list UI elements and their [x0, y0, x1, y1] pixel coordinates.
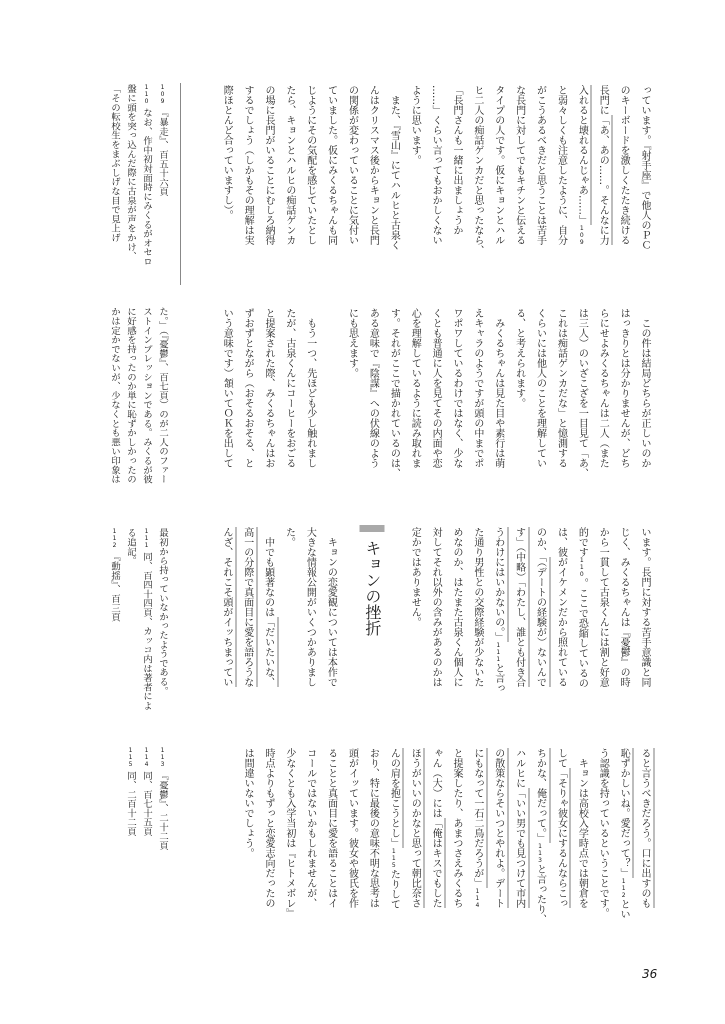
text-column: キョンは高校入学時点では朝倉を [576, 748, 588, 908]
quoted-text-sideline: 「いい男でも見つけて市内 [514, 788, 530, 908]
text-column: らにせよみくるちゃんは二人（また [597, 308, 609, 468]
quoted-text-sideline: 「そりゃ彼女にするんならこっ [555, 768, 571, 908]
text-column [236, 527, 257, 719]
footnote-tier [106, 528, 170, 720]
text-column: 頭がイッています。彼女や彼氏を作 [346, 748, 358, 908]
text-column: たが、古泉くんにコーヒーをおごる [283, 308, 295, 468]
text-column: ワポワしているわけではなく、少な [450, 308, 462, 468]
text-column: から一貫して古泉くんには割と好意 [597, 527, 609, 687]
text-column: めなのか、はたまた古泉くん個人に [450, 527, 462, 687]
footnote-text: に好感を持ったのか単に恥ずかしかったの [125, 307, 136, 484]
footnote-text: た。」（『憂鬱』、百七頁）のが二人のファー [157, 307, 168, 484]
quoted-text-sideline: うわけにはいかないの。」 [493, 527, 509, 642]
text-column [215, 527, 236, 719]
text-column: この件は結局どちらが正しいのか [639, 308, 650, 468]
text-column: ちかな、俺だって。」113と言ったり、 [529, 748, 550, 940]
quoted-text-sideline: 高一の分際で真面目に愛を語ろうな [242, 527, 258, 687]
text-column: の場に長門がいることにむしろ納得 [262, 85, 274, 245]
footnote-number: 111 [143, 528, 150, 549]
text-column: もう一つ、先ほども少し触れまし [304, 308, 316, 468]
quoted-text-sideline: 「だいたいな、 [263, 617, 279, 687]
text-column: 大きな情報公開がいくつかありまし [304, 527, 316, 687]
text-column: みくるちゃんは見た目や素行は萌 [492, 308, 504, 468]
text-column: ていました。仮にみくるちゃんも同 [325, 85, 337, 245]
text-column: ゃん（大）には「俺はキスでもした [424, 748, 445, 940]
text-column: 少なくとも入学当初は『ヒトメボレ』 [283, 748, 295, 918]
footnote-ref: 114 [473, 888, 481, 909]
text-column: キョンの恋愛観については本作で [325, 527, 337, 687]
footnote-line [138, 528, 154, 720]
text-column: また、『雪山』にてハルヒと古泉く [388, 85, 400, 250]
text-column: る、と考えられます。 [513, 308, 525, 408]
text-column: うわけにはいかないの。」111と言っ [487, 527, 508, 719]
quoted-text-sideline: 「俺はキスでもした [430, 818, 446, 908]
text-tier [236, 748, 654, 940]
footnote-text: 『動揺』、百三頁 [109, 552, 120, 622]
footnote-number: 115 [127, 747, 134, 768]
footnote-line [138, 747, 154, 939]
quoted-text-sideline: 「あ、あの……。そんなに力 [597, 115, 613, 245]
footnote-line [138, 307, 154, 499]
text-column: コールではないかもしれませんが、 [304, 748, 316, 908]
footnote-line [106, 307, 122, 499]
footnote-line [154, 747, 170, 939]
page-number: 36 [642, 967, 658, 981]
footnote-line [122, 528, 138, 720]
text-column: ある意味で『陰謀』への伏線のよう [367, 308, 379, 468]
quoted-text-sideline: 「（デートの経験が）ないんで [535, 557, 551, 687]
text-column: ハルヒに「いい男でも見つけて市内 [508, 748, 529, 940]
footnote-tier [122, 747, 170, 939]
text-column: ように思います。 [409, 85, 421, 165]
text-column: じく、みくるちゃんは『憂鬱』の時 [618, 527, 630, 687]
footnote-line [122, 307, 138, 499]
footnote-number: 114 [143, 747, 150, 768]
footnote-line [138, 84, 154, 276]
footnote-line [122, 84, 138, 276]
footnote-ref: 113 [536, 843, 544, 864]
footnote-ref: 112 [620, 878, 628, 899]
footnote-line [106, 84, 122, 276]
text-column: んの肩を抱こうとし」115たりして [382, 748, 403, 940]
text-column: 恥ずかしいね。愛だって？」112とい [612, 748, 633, 940]
text-column: っています。『射手座』で他人のＰＣ [639, 85, 650, 250]
quoted-text-sideline: 入れると壊れるんじゃあ……」 [576, 85, 592, 225]
text-column: 長門に「あ、あの……。そんなに力 [591, 85, 612, 277]
text-column [487, 748, 508, 940]
text-column: と弱々しくも注意したように、自分 [555, 85, 567, 245]
text-column [466, 748, 487, 940]
footnote-number: 109 [159, 84, 166, 105]
footnote-ref: 111 [494, 642, 502, 663]
text-column: じようにその気配を感じていたとし [304, 85, 316, 245]
text-column: 定かではありません。 [409, 527, 421, 627]
text-column: はっきりとは分かりませんが、どち [618, 308, 630, 468]
footnote-line [154, 528, 170, 720]
text-column: 中でも顕著なのは「だいたいな、 [257, 527, 278, 719]
text-column: にも思えます。 [346, 308, 358, 378]
text-column: んはクリスマス後からキョンと長門 [367, 85, 379, 245]
text-column: ずおずとながら（おそるおそる、と [242, 308, 254, 468]
text-column: えキャラのようですが頭の中までポ [471, 308, 483, 468]
text-column: す。それがここで描かれているのは、 [388, 308, 400, 478]
footnote-text: る追記。 [125, 528, 136, 566]
text-column: のか、「（デートの経験が）ないんで [529, 527, 550, 719]
footnote-line [122, 747, 138, 939]
footnote-text: 『暴走』、百五十六頁 [157, 108, 168, 197]
text-column: ヒ二人の痴話ゲンカだと思ったなら、 [471, 85, 483, 255]
footnote-line [154, 307, 170, 499]
text-column: 「長門さんも一緒に出ましょうか [450, 85, 462, 235]
text-column: のキーボードを激しくたたき続ける [618, 85, 630, 245]
text-column: するでしょう（しかもその理解は実 [242, 85, 254, 245]
footnote-text: かは定かでないが、少なくとも悪い印象は [109, 307, 120, 484]
footnote-number: 113 [159, 747, 166, 768]
text-column [320, 308, 341, 500]
footnote-divider-rule [180, 83, 181, 285]
text-column: 対してそれ以外の含みがあるのかは [430, 527, 442, 687]
footnote-line [154, 84, 170, 276]
footnote-ref: 115 [390, 848, 398, 869]
text-column: これは痴話ゲンカだな」と憶測する [555, 308, 567, 468]
text-tier [215, 527, 654, 719]
text-column: いう意味です）頷いてＯＫを出して [221, 308, 233, 468]
text-column: がこうあるべきだと思うことは苦手 [534, 85, 546, 245]
footnote-text: 同、百七十五頁 [141, 771, 152, 837]
text-column: は、彼がイケメンだから照れている [555, 527, 567, 687]
footnote-text: ストインプレッションである。みくるが彼 [141, 307, 152, 484]
quoted-text-sideline: ほうがいいのかなと思って朝比奈さ [409, 748, 425, 908]
footnote-number: 112 [111, 528, 118, 549]
text-column: た。 [283, 527, 295, 547]
text-column: 的です110。ここで恐縮しているの [576, 527, 588, 688]
text-column: な長門に対してでもキチンと伝える [513, 85, 525, 245]
quoted-text-sideline: にもなって一石二鳥だろうが」 [472, 748, 488, 888]
text-column: の関係が変わっていることに気付い [346, 85, 358, 245]
text-column: は三人）のいざこざを一目見て「あ、 [576, 308, 588, 478]
text-tier [215, 308, 654, 500]
text-column: 時点よりもずっと恋愛志向だったの [262, 748, 274, 908]
footnote-text: 最初から持っていなかったようである。 [157, 528, 168, 696]
footnote-line [106, 528, 122, 720]
quoted-text-sideline: んの肩を抱こうとし」 [388, 748, 404, 848]
text-column: おり、特に最後の意味不明な思考は [367, 748, 379, 908]
footnote-tier [106, 307, 170, 499]
footnote-ref: 110 [578, 557, 586, 578]
footnote-number: 110 [143, 84, 150, 105]
text-column: 心を理解しているように読み取れま [409, 308, 421, 468]
quoted-text-sideline: ると言うべきだろう。口に出すのも [639, 748, 655, 908]
text-column: た通り男性との交際経験が少ないた [471, 527, 483, 687]
text-column: 際ほとんど合っていますし）。 [221, 85, 233, 220]
quoted-text-sideline: ちかな、俺だって。」 [535, 748, 551, 843]
text-column: タイプの人です。仮にキョンとハル [492, 85, 504, 245]
text-column: は間違いないでしょう。 [242, 748, 254, 858]
text-column: と提案された際、みくるちゃんはお [262, 308, 274, 468]
quoted-text-sideline: んざ、それこそ頭がイッちまってい [221, 527, 237, 687]
quoted-text-sideline: 恥ずかしいね。愛だって？」 [618, 748, 634, 878]
footnote-text: 同、二百十二頁 [125, 771, 136, 837]
quoted-text-sideline: の散策ならそいつとやれよ。デート [493, 748, 509, 908]
text-column [508, 527, 529, 719]
text-column [570, 85, 591, 277]
footnote-text: 「その転校生をまぶしげな目で見上げ [109, 84, 120, 243]
text-column: ……」くらい言ってもおかしくない [430, 85, 442, 245]
text-column: と提案したり、あまつさえみくるち [450, 748, 462, 908]
text-column: う認識を持っているということです。 [597, 748, 609, 918]
footnote-text: 盤に頭を突っ込んだ際に古泉が声をかけ、 [125, 84, 136, 261]
footnote-tier [106, 84, 170, 276]
text-column: くらいには他人のことを理解してい [534, 308, 546, 468]
text-tier [215, 85, 654, 277]
text-column: ることと真面目に愛を語ることはイ [325, 748, 337, 908]
footnote-text: 『憂鬱』、二十二頁 [157, 771, 168, 851]
text-column [403, 748, 424, 940]
quoted-text-sideline: す」（中略）「わたし、誰とも付き合 [514, 527, 530, 687]
section-heading [340, 527, 403, 719]
text-column: くとも普通に人を見てその内面や恋 [430, 308, 442, 468]
footnote-text: 同、百四十四頁、カッコ内は著者によ [141, 552, 152, 711]
text-column: たら、キョンとハルヒの痴話ゲンカ [283, 85, 295, 245]
text-column: います。長門に対する苦手意識と同 [639, 527, 650, 687]
text-column: して「そりゃ彼女にするんならこっ [550, 748, 571, 940]
heading-bar-marker [359, 525, 384, 532]
footnote-ref: 109 [578, 225, 586, 246]
section-heading-text: キョンの挫折 [362, 540, 382, 636]
footnote-text: なお、作中初対面時にみくるがオセロ [141, 108, 152, 267]
text-column [633, 748, 654, 940]
